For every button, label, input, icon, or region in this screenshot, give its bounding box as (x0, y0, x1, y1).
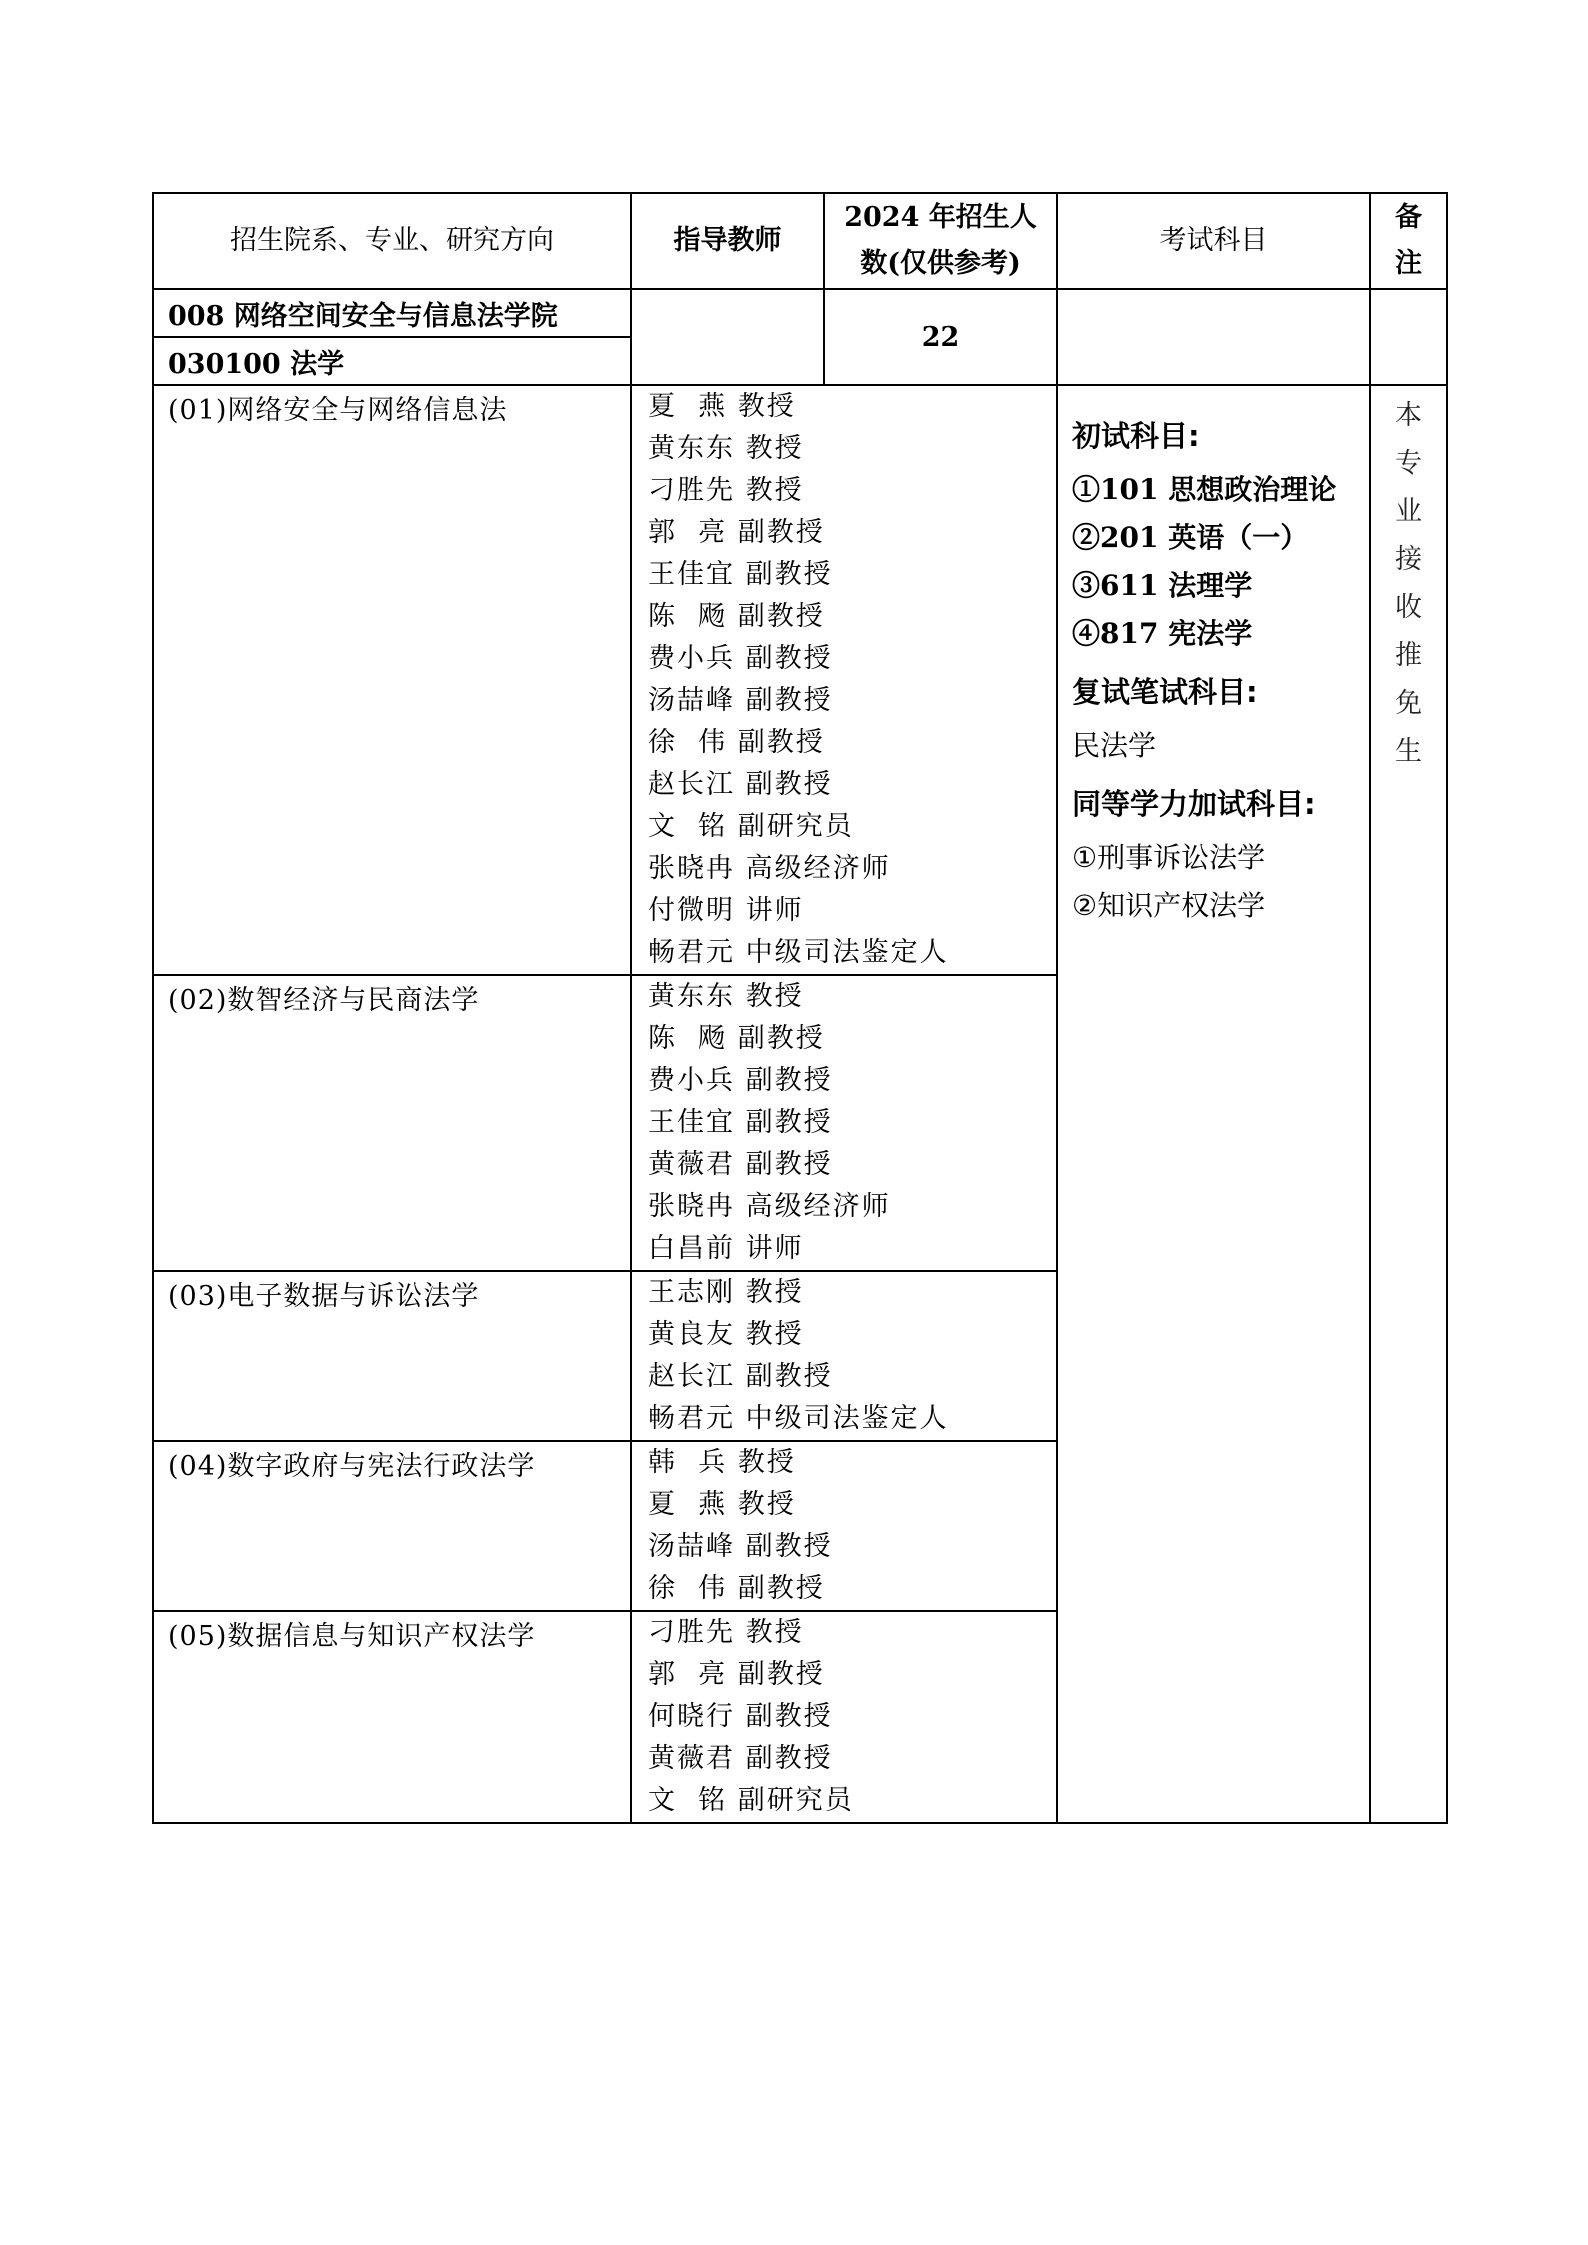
teacher-entry: 王志刚 教授 (648, 1277, 804, 1308)
retest-exam-item: 民法学 (1072, 729, 1157, 762)
header-remark (1370, 193, 1447, 289)
school-remark-blank (1370, 289, 1447, 385)
teacher-entry: 张晓冉 高级经济师 (648, 1191, 891, 1222)
teacher-entry: 黄薇君 副教授 (648, 1149, 833, 1180)
teacher-entry: 徐 伟 副教授 (648, 1573, 825, 1604)
teacher-entry: 赵长江 副教授 (648, 1361, 833, 1392)
school-name: 008 网络空间安全与信息法学院 (153, 289, 631, 337)
teacher-entry: 刁胜先 教授 (648, 1617, 804, 1648)
teacher-entry: 赵长江 副教授 (648, 769, 833, 800)
teacher-entry: 刁胜先 教授 (648, 475, 804, 506)
header-dept: 招生院系、专业、研究方向 (153, 193, 631, 289)
teacher-entry: 汤喆峰 副教授 (648, 1531, 833, 1562)
teacher-entry: 夏 燕 教授 (648, 391, 796, 422)
header-row (153, 193, 1447, 289)
initial-exam-item: ②201 英语（一） (1072, 521, 1309, 554)
teacher-list (631, 385, 1057, 975)
initial-exam-item: ①101 思想政治理论 (1072, 473, 1337, 506)
teacher-entry: 黄薇君 副教授 (648, 1743, 833, 1774)
initial-exam-item: ③611 法理学 (1072, 569, 1253, 602)
direction-name: (01)网络安全与网络信息法 (153, 385, 631, 975)
initial-exam-title: 初试科目: (1072, 419, 1200, 453)
teacher-entry: 畅君元 中级司法鉴定人 (648, 937, 949, 968)
teacher-entry: 郭 亮 副教授 (648, 517, 825, 548)
remark-char: 免 (1395, 688, 1422, 719)
remark-char: 生 (1395, 736, 1422, 767)
teacher-entry: 张晓冉 高级经济师 (648, 853, 891, 884)
remark-char: 接 (1395, 544, 1422, 575)
school-row (153, 289, 1447, 337)
teacher-list (631, 1441, 1057, 1611)
teacher-entry: 何晓行 副教授 (648, 1701, 833, 1732)
teacher-entry: 文 铭 副研究员 (648, 1785, 854, 1816)
teacher-entry: 黄良友 教授 (648, 1319, 804, 1350)
teacher-entry: 费小兵 副教授 (648, 643, 833, 674)
school-exam-blank (1057, 289, 1370, 385)
remark-char: 收 (1395, 592, 1422, 623)
teacher-list (631, 1271, 1057, 1441)
header-quota (824, 193, 1057, 289)
teacher-entry: 文 铭 副研究员 (648, 811, 854, 842)
equiv-exam-item: ①刑事诉讼法学 (1072, 841, 1266, 874)
header-remark-line1: 备 (1395, 202, 1422, 233)
admission-table (152, 192, 1448, 1824)
teacher-entry: 王佳宜 副教授 (648, 559, 833, 590)
teacher-entry: 付微明 讲师 (648, 895, 804, 926)
header-advisor: 指导教师 (631, 193, 824, 289)
header-quota-line2: 数(仅供参考) (860, 248, 1021, 279)
direction-name: (05)数据信息与知识产权法学 (153, 1611, 631, 1823)
initial-exam-item: ④817 宪法学 (1072, 617, 1253, 650)
remark-cell (1370, 385, 1447, 1823)
quota-count: 22 (824, 289, 1057, 385)
teacher-entry: 黄东东 教授 (648, 433, 804, 464)
major-name: 030100 法学 (153, 337, 631, 385)
teacher-list (631, 1611, 1057, 1823)
teacher-entry: 陈 飏 副教授 (648, 601, 825, 632)
teacher-entry: 畅君元 中级司法鉴定人 (648, 1403, 949, 1434)
direction-name: (03)电子数据与诉讼法学 (153, 1271, 631, 1441)
header-quota-line1: 2024 年招生人 (844, 202, 1037, 233)
direction-name: (02)数智经济与民商法学 (153, 975, 631, 1271)
teacher-list (631, 975, 1057, 1271)
teacher-entry: 韩 兵 教授 (648, 1447, 796, 1478)
exam-subjects (1057, 385, 1370, 1823)
teacher-entry: 黄东东 教授 (648, 981, 804, 1012)
direction-name: (04)数字政府与宪法行政法学 (153, 1441, 631, 1611)
remark-char: 业 (1395, 496, 1422, 527)
teacher-entry: 王佳宜 副教授 (648, 1107, 833, 1138)
header-exam: 考试科目 (1057, 193, 1370, 289)
teacher-entry: 郭 亮 副教授 (648, 1659, 825, 1690)
equiv-exam-item: ②知识产权法学 (1072, 889, 1266, 922)
retest-exam-title: 复试笔试科目: (1072, 675, 1258, 709)
teacher-entry: 夏 燕 教授 (648, 1489, 796, 1520)
direction-row-01 (153, 385, 1447, 975)
teacher-entry: 陈 飏 副教授 (648, 1023, 825, 1054)
teacher-entry: 费小兵 副教授 (648, 1065, 833, 1096)
header-remark-line2: 注 (1395, 248, 1422, 279)
teacher-entry: 徐 伟 副教授 (648, 727, 825, 758)
remark-char: 本 (1395, 400, 1422, 431)
remark-char: 专 (1395, 448, 1422, 479)
equiv-exam-title: 同等学力加试科目: (1072, 787, 1316, 821)
teacher-entry: 汤喆峰 副教授 (648, 685, 833, 716)
school-advisor-blank (631, 289, 824, 385)
remark-char: 推 (1395, 640, 1422, 671)
teacher-entry: 白昌前 讲师 (648, 1233, 804, 1264)
